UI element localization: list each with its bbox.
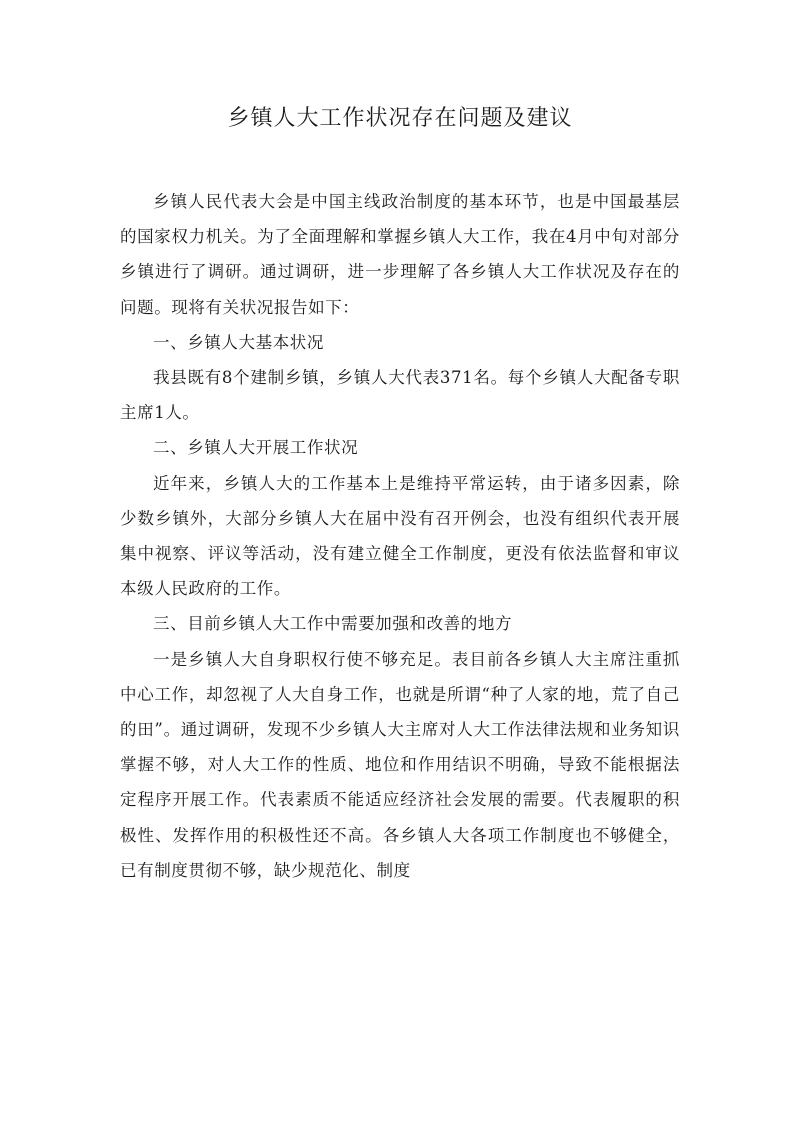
section-paragraph-1: 我县既有8个建制乡镇，乡镇人大代表371名。每个乡镇人大配备专职主席1人。	[120, 368, 680, 423]
section-paragraph-3: 一是乡镇人大自身职权行使不够充足。表目前各乡镇人大主席注重抓中心工作，却忽视了人大自身工作，也就是所谓“种了人家的地，荒了自己的田”。通过调研，发现不少乡镇人大主席对人大工作法律法规和业务知识掌握不够，对人大工作的性质、地位和作用结识不明确，导致不能根据法定程序开展工作。代表素质不能适应经济社会发展的需要。代表履职的积极性、发挥作用的积极性还不高。各乡镇人大各项工作制度也不够健全，已有制度贯彻不够，缺少规范化、制度	[120, 649, 680, 880]
section-heading-1: 一、乡镇人大基本状况	[153, 332, 324, 352]
document-body	[120, 184, 680, 888]
section-paragraph-2: 近年来，乡镇人大的工作基本上是维持平常运转，由于诸多因素，除少数乡镇外，大部分乡镇人大在届中没有召开例会，也没有组织代表开展集中视察、评议等活动，没有建立健全工作制度，更没有依法监督和审议本级人民政府的工作。	[120, 473, 680, 599]
section-heading-3: 三、目前乡镇人大工作中需要加强和改善的地方	[153, 614, 513, 634]
page-title: 乡镇人大工作状况存在问题及建议	[227, 106, 573, 131]
section-heading-2: 二、乡镇人大开展工作状况	[153, 438, 359, 458]
intro-paragraph: 乡镇人民代表大会是中国主线政治制度的基本环节，也是中国最基层的国家权力机关。为了全面理解和掌握乡镇人大工作，我在4月中旬对部分乡镇进行了调研。通过调研，进一步理解了各乡镇人大工作状况及存在的问题。现将有关状况报告如下：	[120, 192, 680, 317]
